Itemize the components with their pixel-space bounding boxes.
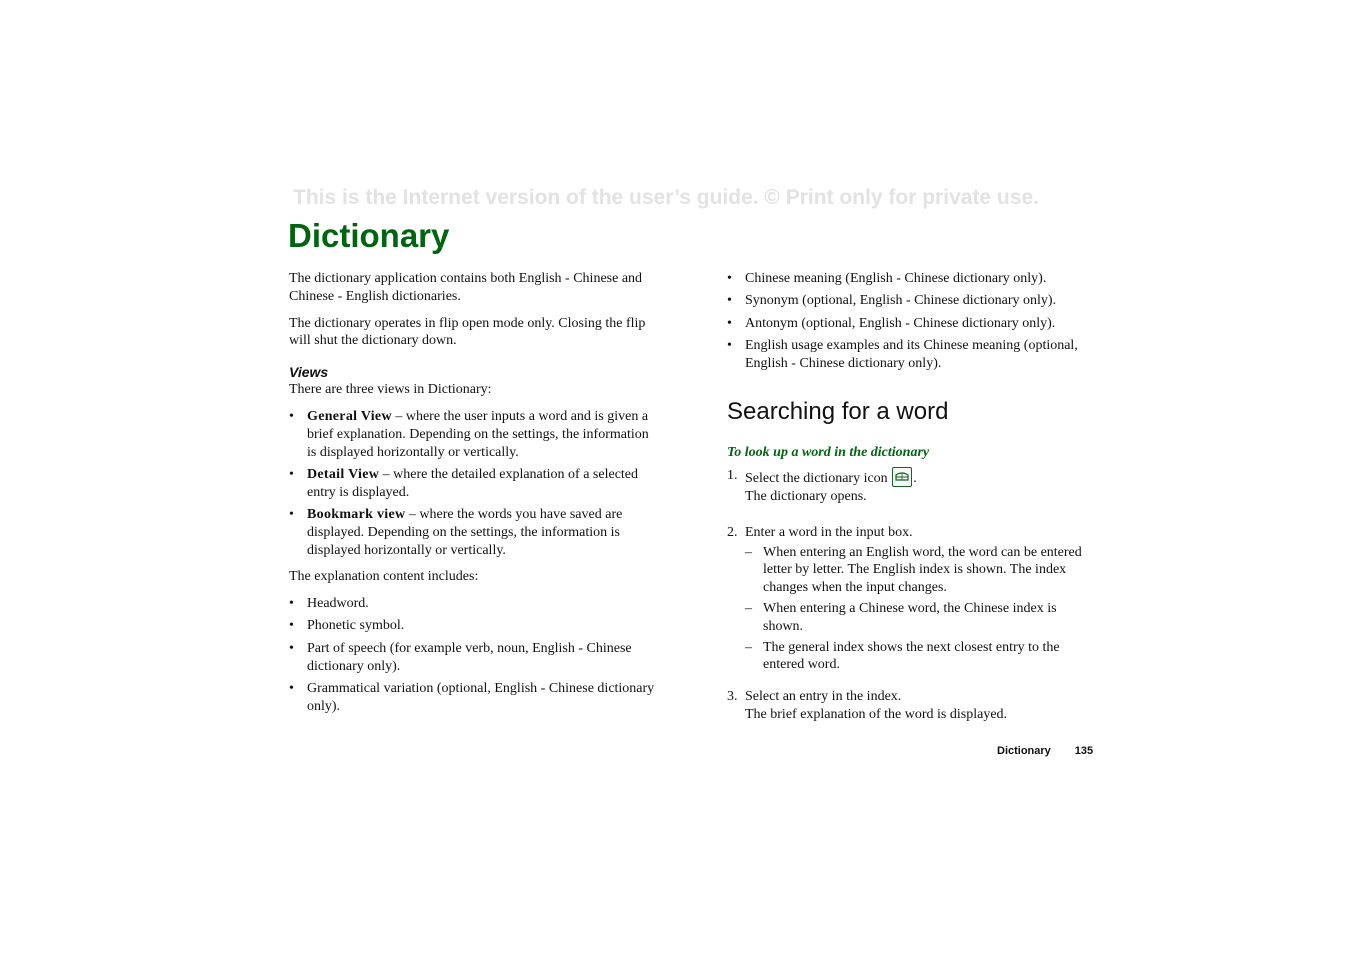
list-item-general-view [289,408,661,461]
step-number: 2. [727,524,738,540]
content-list-left [289,595,661,715]
bullet-glyph: • [727,271,732,286]
sub-item-text: The general index shows the next closest entry to the entered word. [763,639,1060,673]
bullet-glyph: • [289,640,294,656]
dash-glyph: – [745,639,752,655]
list-item-text: Headword. [307,596,369,612]
list-item [289,680,661,716]
step-text: Select an entry in the index. [745,689,902,705]
list-item-text: Grammatical variation (optional, English - Chinese dictionary only). [307,680,655,714]
views-heading: Views [289,364,329,381]
sub-item [745,544,1099,597]
bullet-glyph: • [289,680,294,696]
step-3 [727,688,1099,724]
list-item-text: English usage examples and its Chinese meaning (optional, English - Chinese dictionary only). [745,337,1078,371]
dash-glyph: – [745,544,752,560]
sub-item [745,639,1099,675]
bullet-glyph: • [289,618,294,634]
views-list [289,408,661,559]
term-bookmark-view: Bookmark view [307,506,406,522]
bookmark-view-description: – where the words you have saved are displayed. Depending on the settings, the information is displayed horizontally or vertically. [307,506,623,558]
bullet-glyph: • [289,506,294,522]
list-item [727,292,1099,310]
sub-item-text: When entering a Chinese word, the Chinese index is shown. [763,601,1057,634]
list-item-text: Synonym (optional, English - Chinese dictionary only). [745,293,1057,309]
watermark: This is the Internet version of the user’s guide. © Print only for private use. [293,186,1039,209]
sub-item-text: When entering an English word, the word can be entered letter by letter. The English index is shown. The index changes when the input changes. [763,544,1082,596]
list-item-detail-view [289,466,661,502]
dictionary-icon [892,467,912,487]
bullet-glyph: • [289,408,294,424]
intro-paragraph: The dictionary application contains both English - Chinese and Chinese - English dictionaries. [289,271,643,304]
list-item [289,617,661,635]
bullet-glyph: • [727,315,732,331]
page-footer [997,745,1093,757]
dash-glyph: – [745,601,752,617]
bullet-glyph: • [289,596,294,612]
step-text: Select the dictionary icon [745,471,892,487]
step-2 [727,524,1099,674]
term-detail-view: Detail View [307,466,380,482]
step-number: 3. [727,689,738,705]
footer-section-name: Dictionary [997,745,1051,757]
detail-view-description: – where the detailed explanation of a selected entry is displayed. [307,466,639,500]
list-item-text: Antonym (optional, English - Chinese dictionary only). [745,315,1056,331]
list-item [289,640,661,676]
page-title: Dictionary [288,217,450,254]
bullet-glyph: • [289,466,294,482]
step-result: The dictionary opens. [745,489,867,505]
list-item-text: Part of speech (for example verb, noun, English - Chinese dictionary only). [307,640,632,674]
list-item-text: Chinese meaning (English - Chinese dictionary only). [745,271,1047,286]
section-heading-searching: Searching for a word [727,398,949,426]
step-1 [727,467,1099,506]
right-column [727,270,1099,734]
list-item [727,270,1099,288]
bullet-glyph: • [727,293,732,309]
bullet-glyph: • [727,337,732,353]
sub-item [745,600,1099,636]
step-text-end: . [913,471,917,487]
list-item-text: Phonetic symbol. [307,618,405,634]
step-text: Enter a word in the input box. [745,524,913,540]
content-list-right [727,270,1099,372]
flip-mode-paragraph: The dictionary operates in flip open mode only. Closing the flip will shut the dictionary down. [289,315,646,349]
step-2-subitems [745,544,1099,675]
term-general-view: General View [307,408,392,424]
list-item-bookmark-view [289,506,661,559]
list-item [727,337,1099,373]
views-intro: There are three views in Dictionary: [289,382,492,398]
step-result: The brief explanation of the word is displayed. [745,707,1008,723]
procedure-title: To look up a word in the dictionary [727,445,930,461]
left-column [289,270,661,724]
list-item [727,315,1099,333]
list-item [289,595,661,613]
page-number: 135 [1074,745,1094,757]
step-number: 1. [727,468,738,484]
content-intro: The explanation content includes: [289,569,479,585]
general-view-description: – where the user inputs a word and is given a brief explanation. Depending on the settings, the information is displayed horizontally or vertically. [307,408,649,460]
steps-list [727,467,1099,724]
